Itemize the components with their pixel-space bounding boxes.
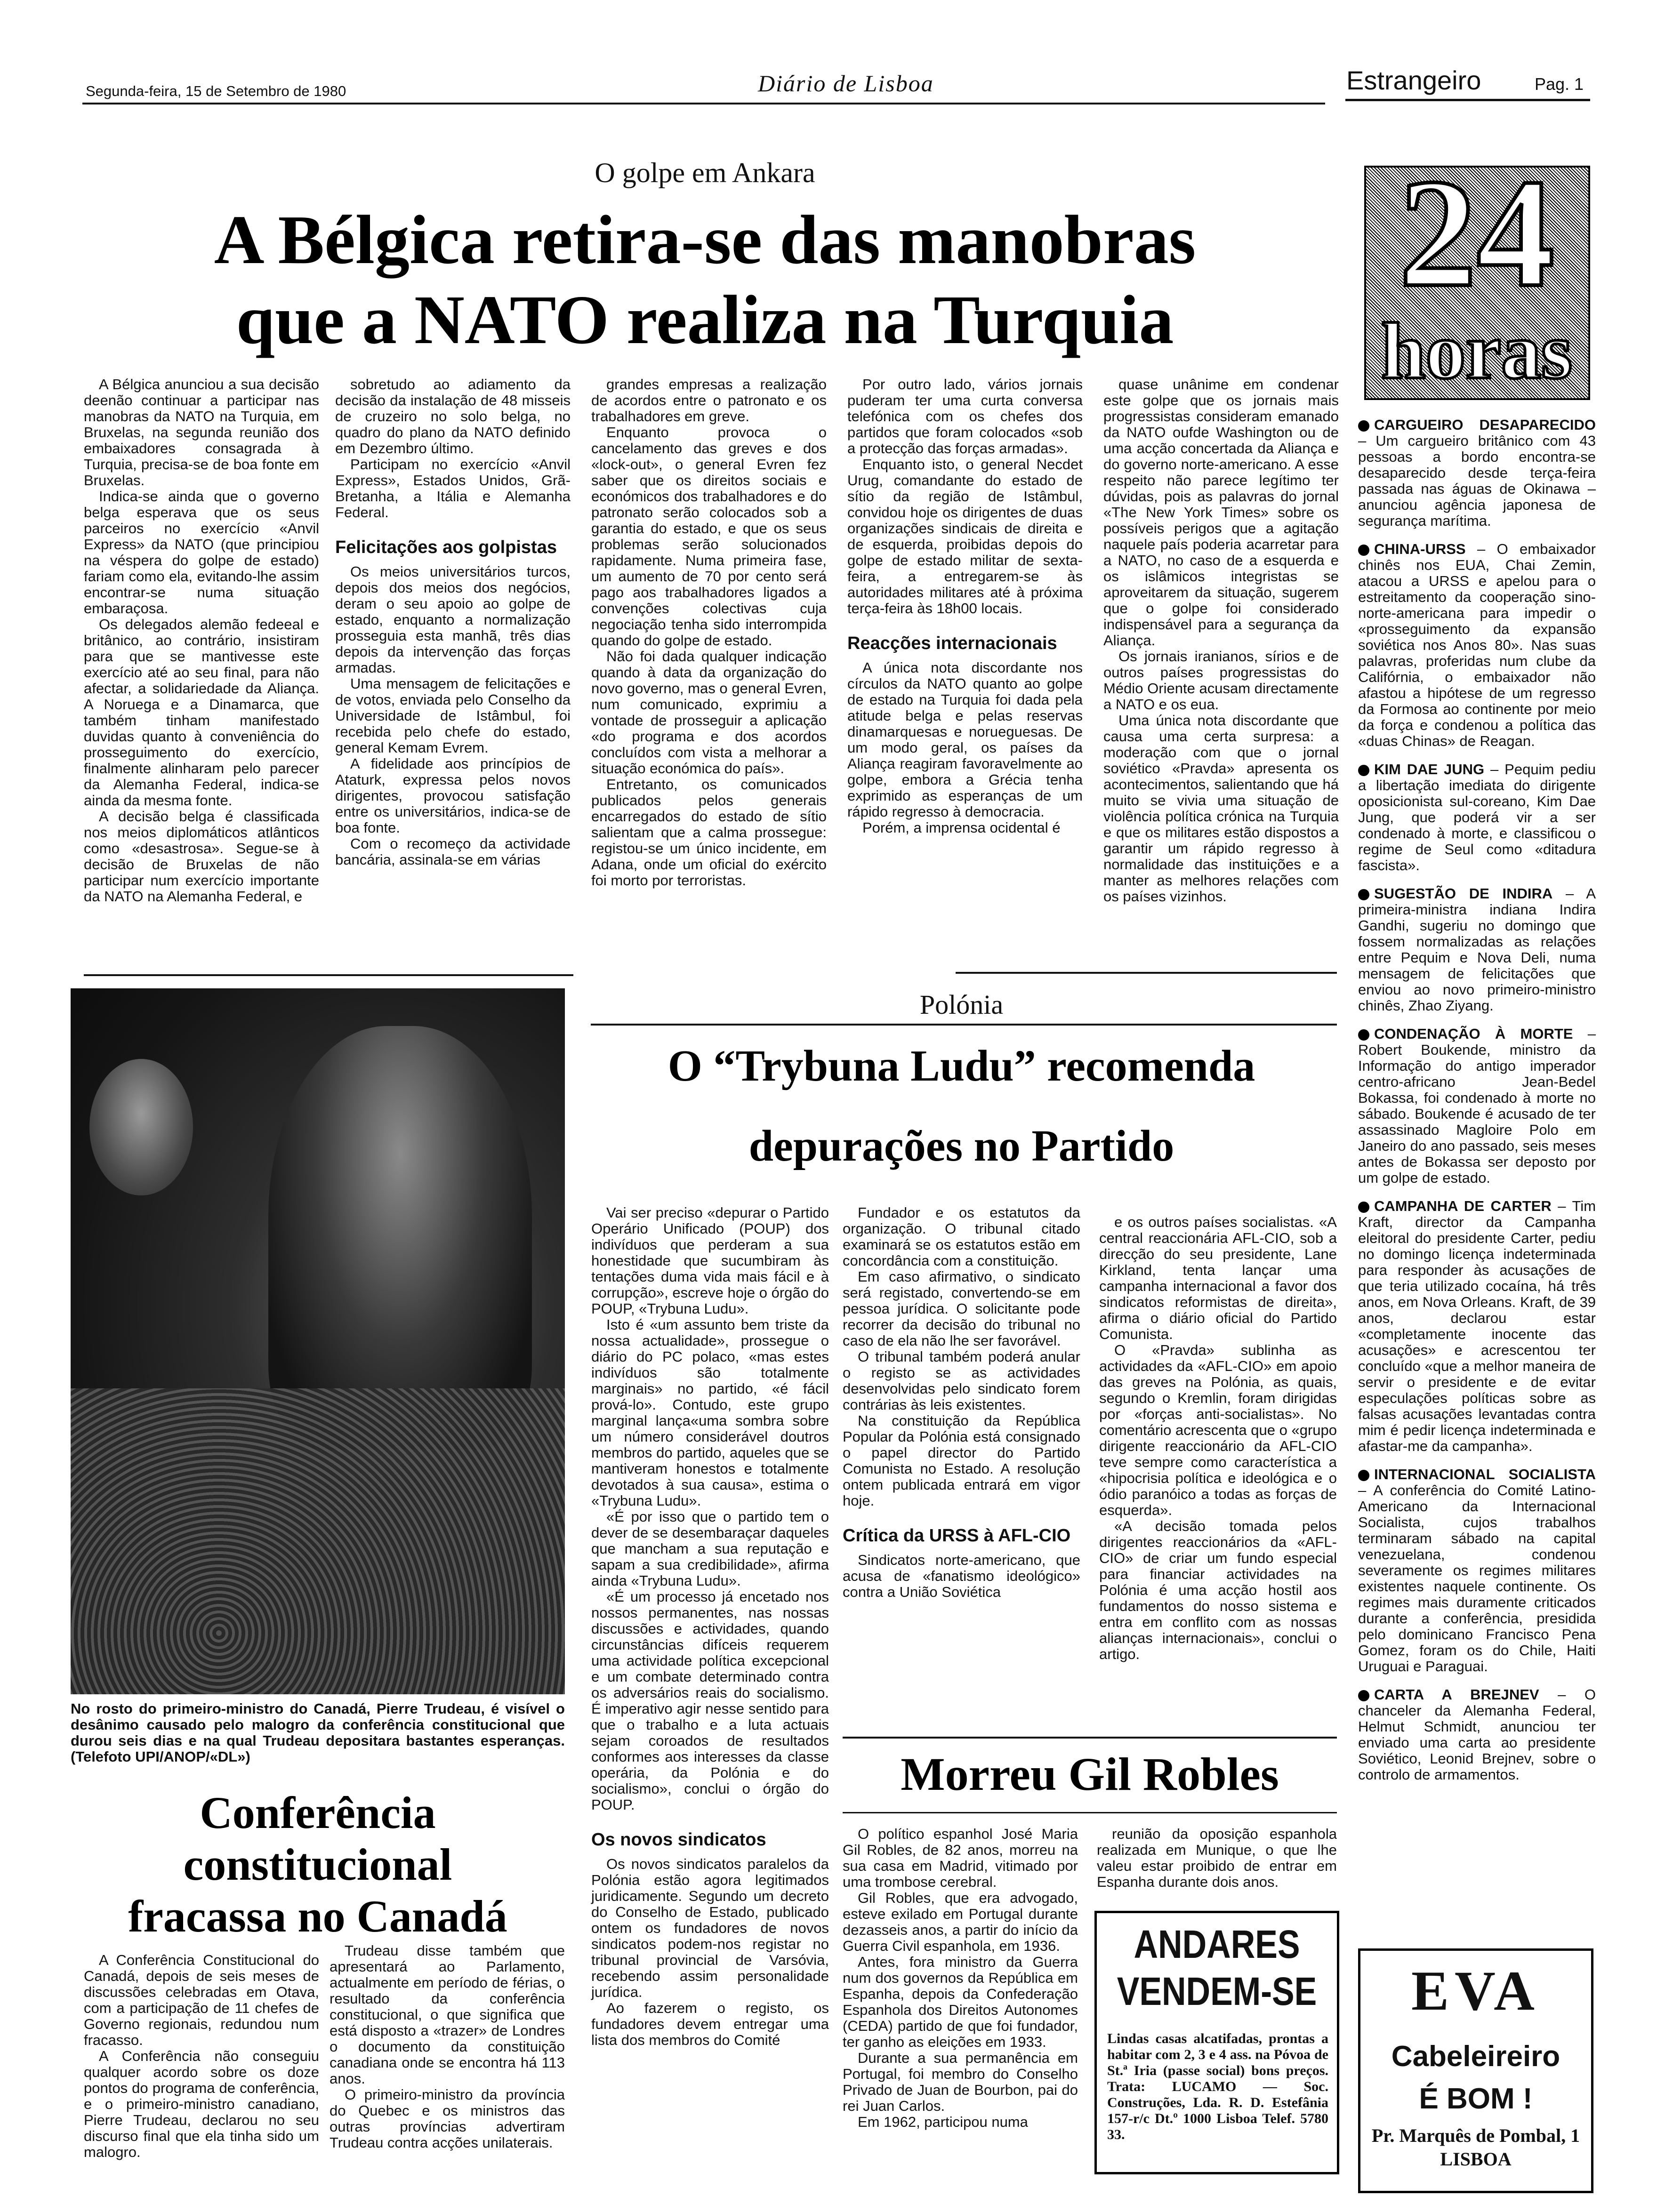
paragraph: A Bélgica anunciou a sua decisão deenão continuar a participar nas manobras da NATO na Turquia, em Bruxelas, na segunda reunião dos embaixadores consagrada à Turquia, precisa-se de boa fonte em Bruxelas. (84, 376, 319, 489)
nato-title-line2: que a NATO realiza na Turquia (236, 281, 1174, 359)
polonia-column-2 (843, 1205, 1080, 1600)
gil-column-1 (843, 1826, 1078, 2130)
news-title: INTERNACIONAL SOCIALISTA (1374, 1466, 1596, 1483)
subheading: Reacções internacionais (847, 633, 1057, 653)
paragraph: «É um processo já encetado nos nossos permanentes, nas nossas discussões e actividades, quando circunstâncias difíceis requerem uma actividade política excepcional e um combate determinado contra os adversários reais do socialismo. É imperativo agir nesse sentido para que o trabalho e a luta actuais sejam coroados de resultados conformes aos interesses da classe operária, da Polónia e do socialismo», conclui o órgão do POUP. (591, 1588, 829, 1813)
paragraph: reunião da oposição espanhola realizada em Munique, o que lhe valeu estar proibido de entrar em Espanha durante dois anos. (1097, 1826, 1337, 1890)
subheading: Crítica da URSS à AFL-CIO (843, 1526, 1071, 1546)
paragraph: O tribunal também poderá anular o registo se as actividades desenvolvidas pelo sindicato forem contrárias às leis existentes. (843, 1348, 1080, 1413)
ad-andares-text: Lindas casas alcatifadas, prontas a habitar com 2, 3 e 4 ass. na Póvoa de St.ª Iria (passe social) bons preços. Trata: LUCAMO — Soc. Construções, Lda. R. D. Estefânia 157-r/c Dt.º 1000 Lisboa Telef. 5780 33. (1107, 2031, 1328, 2142)
news-text: Pequim pediu a libertação imediata do dirigente oposicionista sul-coreano, Kim Dae Jung, que poderá vir a ser condenado à morte, e classificou o regime de Seul como «ditadura fascista». (1358, 761, 1596, 874)
news-item: CAMPANHA DE CARTER – Tim Kraft, director da Campanha eleitoral do presidente Carter, pediu no domingo licença indeterminada para responder às acusações de que teria utilizado cocaína, há três anos, em Nova Orleans. Kraft, de 39 anos, declarou estar «completamente inocente das acusações» e acrescentou ter concluído «que a melhor maneira de servir o presidente e de evitar especulações políticas sobre as falsas acusações levantadas contra mim é pedir licença indeterminada e afastar-me da campanha». (1358, 1198, 1596, 1454)
ad-andares-title2: VENDEM-SE (1117, 1969, 1317, 2013)
nato-column-1 (84, 377, 319, 905)
nato-column-4 (847, 377, 1083, 836)
bullet-icon (1358, 1470, 1369, 1481)
masthead-rule-right (1345, 99, 1590, 101)
box-horas: horas (1381, 307, 1573, 395)
news-title: KIM DAE JUNG (1374, 761, 1485, 777)
gil-column-2 (1097, 1826, 1337, 1890)
ad-line3: Pr. Marquês de Pombal, 1 (1371, 2125, 1580, 2146)
paragraph: «A decisão tomada pelos dirigentes reaccionários da «AFL-CIO» de criar um fundo especial para financiar actividades na Polónia é uma acção hostil aos fundamentos do nosso sistema e entra em conflito com as nossas alianças internacionais», conclui o artigo. (1099, 1518, 1337, 1662)
paragraph: O «Pravda» sublinha as actividades da «AFL-CIO» em apoio das greves na Polónia, as quais, segundo o Kremlin, foram dirigidas por «forças anti-socialistas». No comentário acrescenta que o «grupo dirigente reaccionário da AFL-CIO teve sempre como característica a «hipocrisia política e ideológica e o ódio paranóico a todas as forças de esquerda». (1099, 1342, 1337, 1518)
paragraph: «É por isso que o partido tem o dever de se desembaraçar daqueles que mancham a sua reputação e sapam a sua credibilidade», afirma ainda «Trybuna Ludu». (591, 1508, 829, 1589)
paragraph: Os delegados alemão fedeeal e britânico, ao contrário, insistiram para que se mantivesse este exercício até ao seu final, para não afectar, a solidariedade da Aliança. A Noruega e a Dinamarca, que também tinham manifestado duvidas quanto à conveniência do prosseguimento do exercício, finalmente alinharam pelo parecer da Alemanha Federal, indica-se ainda da mesma fonte. (84, 616, 319, 809)
polonia-rule (591, 1024, 1337, 1026)
paragraph: Enquanto provoca o cancelamento das greves e dos «lock-out», o general Evren fez saber que os direitos sociais e económicos dos trabalhadores e do patronato serão colocados sob a garantia do estado, e que os seus problemas serão solucionados rapidamente. Numa primeira fase, um aumento de 70 por cento será pago aos trabalhadores ligados a convenções colectivas cuja negociação tenha sido interrompida quando do golpe de estado. (591, 424, 827, 649)
paragraph: A decisão belga é classificada nos meios diplomáticos atlânticos como «desastrosa». Segue-se à decisão de Bruxelas de não participar num exercício importante da NATO na Alemanha Federal, e (84, 808, 319, 905)
paragraph: O primeiro-ministro da província do Quebec e os ministros das outras províncias advertiram Trudeau contra acções unilaterais. (330, 2086, 565, 2151)
news-text: Tim Kraft, director da Campanha eleitoral do presidente Carter, pediu no domingo licença indeterminada para responder às acusações de que teria utilizado cocaína, há três anos, em Nova Orleans. Kraft, de 39 anos, declarou estar «completamente inocente das acusações» e acrescentou ter concluído «que a melhor maneira de servir o presidente e de evitar especulações políticas sobre as falsas acusações levantadas contra mim é pedir licença indeterminada e afastar-me da campanha». (1358, 1198, 1596, 1454)
paragraph: Durante a sua permanência em Portugal, foi membro do Conselho Privado de Juan de Bourbon, pai do rei Juan Carlos. (843, 2050, 1078, 2114)
news-title: SUGESTÃO DE INDIRA (1374, 885, 1553, 902)
page-date: Segunda-feira, 15 de Setembro de 1980 (86, 83, 346, 99)
paragraph: A única nota discordante nos círculos da NATO quanto ao golpe de estado na Turquia foi dada pela atitude belga e pelas reservas dinamarquesas e norueguesas. De um modo geral, os países da Aliança reagiram favoravelmente ao golpe, embora a Grécia tenha exprimido as esperanças de um rápido regresso à democracia. (847, 659, 1083, 820)
bullet-icon (1358, 545, 1369, 556)
page-number: Pag. 1 (1535, 74, 1584, 94)
paragraph: quase unânime em condenar este golpe que os jornais mais progressistas consideram emanado da NATO oufde Washington ou de uma acção concertada da Aliança e do governo norte-americano. A esse respeito não parece legítimo ter dúvidas, pois as palavras do jornal «The New York Times» sobre os possíveis perigos que a agitação naquele país poderia acarretar para a NATO, no caso de a esquerda e os islâmicos integristas se aproveitarem da situação, sugerem que o golpe foi considerado indispensável para a segurança da Aliança. (1103, 376, 1339, 649)
nato-column-2 (335, 377, 571, 868)
paragraph: O político espanhol José Maria Gil Robles, de 82 anos, morreu na sua casa em Madrid, vitimado por uma trombose cerebral. (843, 1826, 1078, 1890)
nato-kicker: O golpe em Ankara (595, 157, 815, 188)
paragraph: Antes, fora ministro da Guerra num dos governos da República em Espanha, depois da Confederação Espanhola dos Direitos Autonomes (CEDA) partido de que foi fundador, ter ganho as eleições em 1933. (843, 1954, 1078, 2050)
paragraph: Uma única nota discordante que causa uma certa surpresa: a moderação com que o jornal soviético «Pravda» apresenta os acontecimentos, salientando que há muito se vivia uma situação de violência política crónica na Turquia e que os militares estão dispostos a garantir um rápido regresso à normalidade das instituições e a manter as melhores relações com os países vizinhos. (1103, 712, 1339, 905)
paragraph: Fundador e os estatutos da organização. O tribunal citado examinará se os estatutos estão em concordância com a constituição. (843, 1204, 1080, 1269)
photo-face-left (89, 1059, 193, 1195)
gil-rule-top (843, 1737, 1337, 1739)
paragraph: Participam no exercício «Anvil Express», Estados Unidos, Grã-Bretanha, a Itália e Alemanha Federal. (335, 456, 571, 521)
news-item: CHINA-URSS – O embaixador chinês nos EUA, Chai Zemin, atacou a URSS e apelou para o estreitamento da cooperação sino-norte-americana para impedir o «prosseguimento da expansão soviética nos Anos 80». Nas suas palavras, proferidas num clube da Califórnia, o embaixador não afastou a hipótese de um regresso da Formosa ao continente por meio da força e condenou a política das «duas Chinas» de Reagan. (1358, 541, 1596, 749)
nato-title-line1: A Bélgica retira-se das manobras (214, 201, 1196, 279)
bullet-icon (1358, 765, 1369, 776)
ad-line2: É BOM ! (1419, 2083, 1533, 2115)
paragraph: sobretudo ao adiamento da decisão da instalação de 48 misseis de cruzeiro no solo belga, no quadro do plano da NATO definido em Dezembro último. (335, 376, 571, 457)
canada-column-2 (330, 1943, 565, 2151)
paragraph: Trudeau disse também que apresentará ao Parlamento, actualmente em período de férias, o resultado da conferência constitucional, o que significa que está disposto a «trazer» de Londres o documento da constituição canadiana onde se encontra há 113 anos. (330, 1942, 565, 2087)
news-item: CARGUEIRO DESAPARECIDO – Um cargueiro britânico com 43 pessoas a bordo encontra-se desaparecido desde terça-feira passada nas águas de Okinawa – anunciou agência japonesa de segurança marítima. (1358, 417, 1596, 529)
news-text: A conferência do Comité Latino-Americano da Internacional Socialista, cujos trabalhos terminaram sábado na capital venezuelana, condenou severamente os regimes militares existentes naquele continente. Os regimes mais duramente criticados durante a conferência, presidida pelo dominicano Francisco Pena Gomez, foram os do Chile, Haiti Uruguai e Paraguai. (1358, 1482, 1596, 1675)
canada-title-line2: constitucional (183, 1839, 452, 1890)
canada-column-1 (84, 1952, 319, 2160)
paragraph: Os novos sindicatos paralelos da Polónia estão agora legitimados juridicamente. Segundo um decreto do Conselho de Estado, publicado ontem os fundadores de novos sindicatos podem-nos registar no tribunal provincial de Varsóvia, recebendo assim personalidade jurídica. (591, 1856, 829, 2000)
paragraph: Ao fazerem o registo, os fundadores devem entregar uma lista dos membros do Comité (591, 2000, 829, 2048)
paragraph: Sindicatos norte-americano, que acusa de «fanatismo ideológico» contra a União Soviética (843, 1552, 1080, 1600)
paragraph: Gil Robles, que era advogado, esteve exilado em Portugal durante dezasseis anos, a partir do início da Guerra Civil espanhola, em 1936. (843, 1890, 1078, 1954)
paragraph: e os outros países socialistas. «A central reaccionária AFL-CIO, sob a direcção do seu presidente, Lane Kirkland, tenta lançar uma campanha internacional a favor dos sindicatos reformistas de direita», afirma o diário oficial do Partido Comunista. (1099, 1214, 1337, 1342)
paper-name: Diário de Lisboa (758, 70, 934, 96)
nato-column-5 (1103, 377, 1339, 905)
news-text: Robert Boukende, ministro da Informação do antigo imperador centro-africano Jean-Bedel Bokassa, foi condenado à morte no sábado. Boukende é acusado de ter assassinado Magloire Polo em Janeiro do ano passado, seis meses antes de Bokassa ser deposto por um golpe de estado. (1358, 1042, 1596, 1186)
news-title: CARTA A BREJNEV (1374, 1686, 1539, 1703)
news-item: CARTA A BREJNEV – O chanceler da Alemanha Federal, Helmut Schmidt, anunciou ter enviado uma carta ao presidente Soviético, Leonid Brejnev, sobre o controlo de armamentos. (1358, 1686, 1596, 1783)
ad-andares (1094, 1911, 1339, 2174)
masthead (0, 0, 1657, 104)
box-24-horas (1364, 147, 1590, 400)
photo-figure (268, 1026, 532, 1450)
news-briefs (1358, 417, 1596, 1795)
paragraph: Em 1962, participou numa (858, 2114, 1028, 2130)
paragraph: Com o recomeço da actividade bancária, assinala-se em várias (335, 835, 571, 868)
paragraph: Isto é «um assunto bem triste da nossa actualidade», prossegue o diário do PC polaco, «mas estes indivíduos são totalmente marginais» no partido, «é fácil prová-lo». Contudo, este grupo marginal lança«uma sombra sobre um número considerável doutros membros do partido, aqueles que se mantiveram honestos e totalmente devotados à sua causa», estima o «Trybuna Ludu». (591, 1316, 829, 1509)
paragraph: Entretanto, os comunicados publicados pelos generais encarregados do estado de sítio salientam que a calma prossegue: registou-se um único incidente, em Adana, onde um oficial do exército foi morto por terroristas. (591, 776, 827, 889)
news-text: O embaixador chinês nos EUA, Chai Zemin, atacou a URSS e apelou para o estreitamento da cooperação sino-norte-americana para impedir o «prosseguimento da expansão soviética nos Anos 80». Nas suas palavras, proferidas num clube da Califórnia, o embaixador não afastou a hipótese de um regresso da Formosa ao continente por meio da força e condenou a política das «duas Chinas» de Reagan. (1358, 541, 1596, 749)
polonia-kicker: Polónia (919, 989, 1004, 1020)
paragraph: A Conferência Constitucional do Canadá, depois de seis meses de discussões celebradas em Otava, com a participação de 11 chefes de Governo regionais, redundou num fracasso. (84, 1952, 319, 2048)
section-name: Estrangeiro (1346, 65, 1481, 95)
news-title: CONDENAÇÃO À MORTE (1374, 1026, 1573, 1042)
news-item: SUGESTÃO DE INDIRA – A primeira-ministra indiana Indira Gandhi, sugeriu no domingo que fossem normalizadas as relações entre Pequim e Nova Deli, numa mensagem de felicitações que enviou ao novo primeiro-ministro chinês, Zhao Ziyang. (1358, 885, 1596, 1014)
canada-title-line1: Conferência (200, 1787, 436, 1838)
paragraph: A Conferência não conseguiu qualquer acordo sobre os doze pontos do programa de conferência, e o primeiro-ministro canadiano, Pierre Trudeau, declarou no seu discurso final que ela tinha sido um malogro. (84, 2048, 319, 2160)
paragraph: Vai ser preciso «depurar o Partido Operário Unificado (POUP) dos indivíduos que perderam a sua honestidade que sucumbiram às tentações duma vida mais fácil e à corrupção», escreve hoje o órgão do POUP, «Trybuna Ludu». (591, 1204, 829, 1317)
paragraph: Em caso afirmativo, o sindicato será registado, convertendo-se em pessoa jurídica. O solicitante pode recorrer da decisão do tribunal no caso de ela não lhe ser favorável. (843, 1268, 1080, 1349)
news-text: O chanceler da Alemanha Federal, Helmut Schmidt, anunciou ter enviado uma carta ao presidente Soviético, Leonid Brejnev, sobre o controlo de armamentos. (1358, 1686, 1596, 1783)
ad-andares-title1: ANDARES (1134, 1922, 1300, 1966)
paragraph: grandes empresas a realização de acordos entre o patronato e os trabalhadores em greve. (591, 376, 827, 425)
bullet-icon (1358, 420, 1369, 432)
bullet-icon (1358, 1202, 1369, 1213)
paragraph: Indica-se ainda que o governo belga esperava que os seus parceiros no exercício «Anvil Express» da NATO (que principiou na véspera do golpe de estado) fariam como ela, evitando-lhe assim encontrar-se numa situação embaraçosa. (84, 488, 319, 617)
ad-line1: Cabeleireiro (1391, 2040, 1560, 2073)
masthead-rule (82, 103, 1325, 104)
paragraph: Os jornais iranianos, sírios e de outros países progressistas do Médio Oriente acusam directamente a NATO e os eua. (1103, 648, 1339, 713)
photo-armchair (71, 1388, 565, 1694)
paragraph: Não foi dada qualquer indicação quando à data da organização do novo governo, mas o general Evren, num comunicado, exprimiu a vontade de prosseguir a aplicação «do programa e dos acordos concluídos com vista a melhorar a situação económica do país». (591, 648, 827, 777)
paragraph: Enquanto isto, o general Necdet Urug, comandante do estado de sítio da região de Istâmbul, convidou hoje os dirigentes de duas organizações sindicais de direita e de esquerda, proibidas depois do golpe de estado militar de sexta-feira, a entregarem-se às autoridades militares até à próxima terça-feira às 18h00 locais. (847, 456, 1083, 617)
subheading: Felicitações aos golpistas (335, 537, 557, 557)
gil-title: Morreu Gil Robles (901, 1748, 1279, 1800)
polonia-column-1 (591, 1205, 829, 2048)
news-item: KIM DAE JUNG – Pequim pediu a libertação imediata do dirigente oposicionista sul-coreano, Kim Dae Jung, que poderá vir a ser condenado à morte, e classificou o regime de Seul como «ditadura fascista». (1358, 761, 1596, 874)
ad-line4: LISBOA (1440, 2148, 1512, 2170)
photo-caption: No rosto do primeiro-ministro do Canadá, Pierre Trudeau, é visível o desânimo causado pelo malogro da conferência constitucional que durou seis dias e na qual Trudeau depositara bastantes esperanças. (Telefoto UPI/ANOP/«DL») (71, 1700, 565, 1765)
gil-rule-bottom (843, 1812, 1337, 1813)
news-title: CARGUEIRO DESAPARECIDO (1374, 417, 1596, 433)
polonia-column-3 (1099, 1214, 1337, 1662)
paragraph: Por outro lado, vários jornais puderam ter uma curta conversa telefónica com os chefes dos partidos que foram colocados «sob a protecção das forças armadas». (847, 376, 1083, 457)
paragraph: Os meios universitários turcos, depois dos meios dos negócios, deram o seu apoio ao golpe de estado, enquanto a normalização prosseguia esta manhã, três dias depois da intervenção das forças armadas. (335, 563, 571, 676)
news-text: Um cargueiro britânico com 43 pessoas a bordo encontra-se desaparecido desde terça-feira passada nas águas de Okinawa – anunciou agência japonesa de segurança marítima. (1358, 433, 1596, 529)
polonia-title-line1: O “Trybuna Ludu” recomenda (668, 1042, 1255, 1090)
section-rule (84, 974, 573, 976)
eva-logo: EVA (1411, 1959, 1540, 2022)
paragraph: Na constituição da República Popular da Polónia está consignado o papel director do Partido Comunista no Estado. A resolução ontem publicada entrará em vigor hoje. (843, 1412, 1080, 1509)
news-item: INTERNACIONAL SOCIALISTA – A conferência do Comité Latino-Americano da Internacional Socialista, cujos trabalhos terminaram sábado na capital venezuelana, condenou severamente os regimes militares existentes naquele continente. Os regimes mais duramente criticados durante a conferência, presidida pelo dominicano Francisco Pena Gomez, foram os do Chile, Haiti Uruguai e Paraguai. (1358, 1466, 1596, 1675)
trudeau-photo (71, 988, 565, 1694)
paragraph: Porém, a imprensa ocidental é (862, 819, 1061, 836)
ad-cabeleireiro (1358, 1948, 1593, 2193)
bullet-icon (1358, 889, 1369, 900)
paragraph: A fidelidade aos princípios de Ataturk, expressa pelos novos dirigentes, provocou satisfação entre os universitários, indica-se de boa fonte. (335, 755, 571, 836)
box-24: 24 (1399, 147, 1554, 319)
canada-title-line3: fracassa no Canadá (128, 1891, 507, 1941)
section-rule (956, 972, 1337, 974)
news-title: CAMPANHA DE CARTER (1374, 1198, 1552, 1214)
news-title: CHINA-URSS (1374, 541, 1466, 557)
subheading: Os novos sindicatos (591, 1830, 766, 1850)
bullet-icon (1358, 1029, 1369, 1041)
nato-column-3 (591, 377, 827, 889)
paragraph: Uma mensagem de felicitações e de votos, enviada pelo Conselho da Universidade de Istâmbul, foi recebida pelo chefe do estado, general Kemam Evrem. (335, 675, 571, 756)
polonia-title-line2: depurações no Partido (748, 1122, 1174, 1170)
bullet-icon (1358, 1690, 1369, 1701)
news-text: A primeira-ministra indiana Indira Gandhi, sugeriu no domingo que fossem normalizadas as relações entre Pequim e Nova Deli, numa mensagem de felicitações que enviou ao novo primeiro-ministro chinês, Zhao Ziyang. (1358, 885, 1596, 1014)
news-item: CONDENAÇÃO À MORTE – Robert Boukende, ministro da Informação do antigo imperador centro-africano Jean-Bedel Bokassa, foi condenado à morte no sábado. Boukende é acusado de ter assassinado Magloire Polo em Janeiro do ano passado, seis meses antes de Bokassa ser deposto por um golpe de estado. (1358, 1026, 1596, 1186)
